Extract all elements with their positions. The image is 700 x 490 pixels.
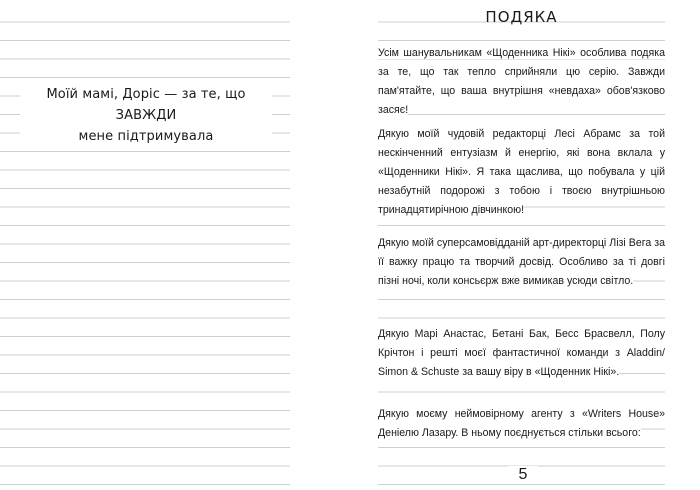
dedication-line-2: мене підтримувала (20, 126, 272, 147)
dedication-text (20, 84, 272, 147)
acknowledgment-paragraph: Дякую моїй чудовій редакторці Лесі Абрамс за той нескінченний ентузіазм й енергію, які вона вклала у «Щоденники Нікі». Я така щаслива, що побувала у цій незабутній подорожі з тобою і твоєю внутрішньою тринадцятирічною дівчинкою! (378, 128, 665, 216)
dedication-line-1: Моїй мамі, Доріс — за те, що ЗАВЖДИ (20, 84, 272, 126)
acknowledgment-paragraph: Дякую Марі Анастас, Бетані Бак, Бесс Брасвелл, Полу Крічтон і решті моєї фантастичної команди з Aladdin/ Simon & Schuste за вашу віру в «Щоденник Нікі». (378, 328, 665, 378)
acknowledgment-paragraph: Дякую моєму неймовірному агенту з «Writers House» Деніелю Лазару. В ньому поєднується стільки всього: (378, 408, 665, 439)
acknowledgment-paragraph: Усім шанувальникам «Щоденника Нікі» особлива подяка за те, що так тепло сприйняли цю серію. Завжди пам'ятайте, що ваша внутрішня «невдаха» обов'язково засяє! (378, 47, 665, 116)
acknowledgments-title: ПОДЯКА (485, 8, 558, 26)
acknowledgment-paragraph: Дякую моїй суперсамовідданій арт-директорці Лізі Вега за її важку працю та творчий досвід. Особливо за ті довгі пізні ночі, коли консьєрж вже вимикав усюди світло. (378, 237, 665, 287)
page-gutter (290, 0, 378, 490)
left-lined-page (0, 0, 290, 490)
page-number: 5 (508, 466, 538, 484)
